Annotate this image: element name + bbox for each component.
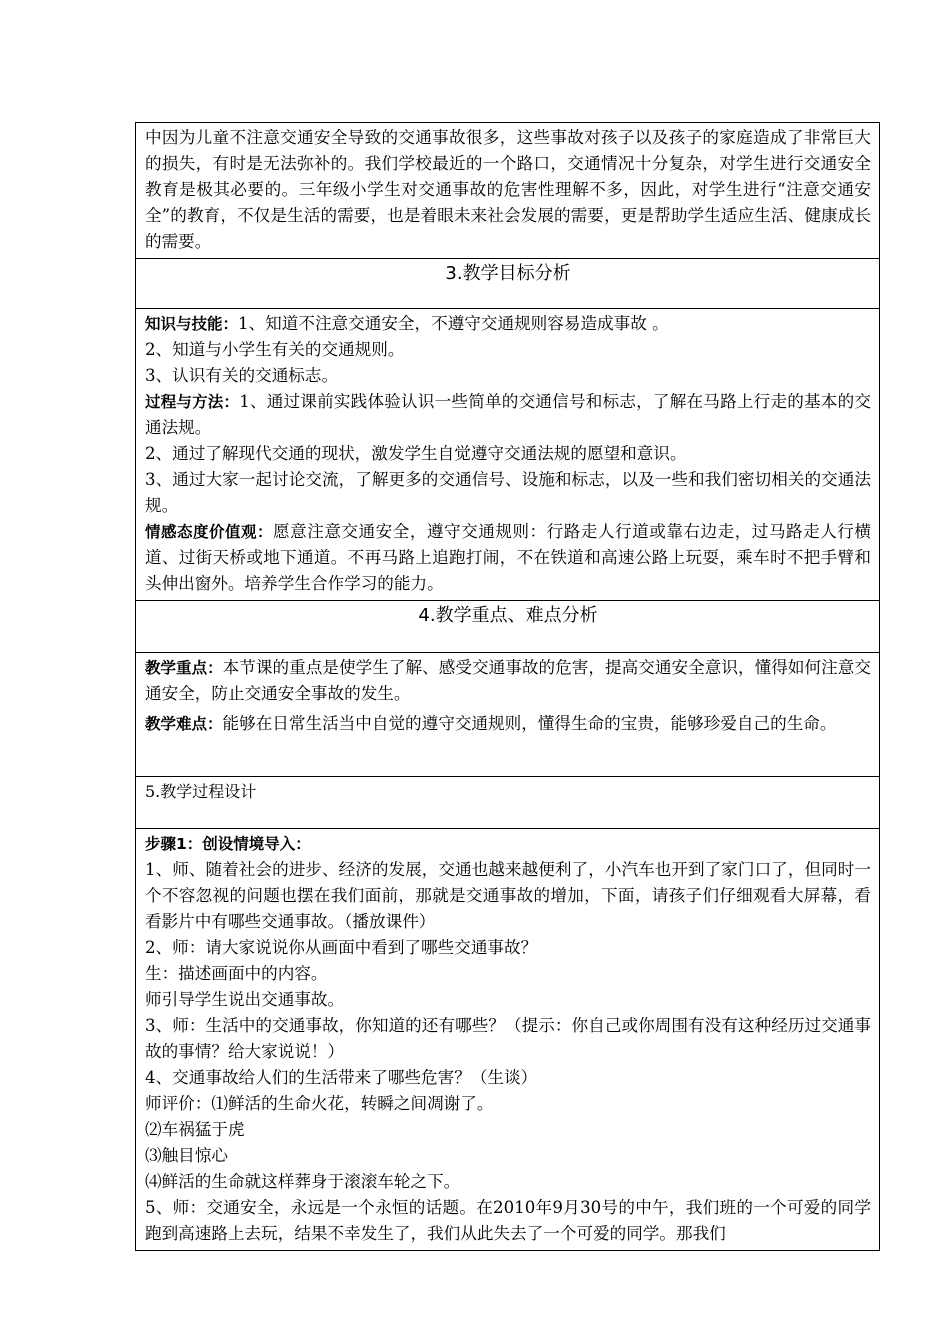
process-paragraph-11: 5、师：交通安全，永远是一个永恒的话题。在2010年9月30号的中午，我们班的一个可爱的同学跑到高速路上去玩，结果不幸发生了，我们从此失去了一个可爱的同学。那我们 bbox=[145, 1198, 871, 1243]
step1-heading: 步骤1：创设情境导入： bbox=[145, 835, 311, 853]
attitude-line: 情感态度价值观：愿意注意交通安全，遵守交通规则：行路走人行道或靠右边走，过马路走人行横道、过街天桥或地下通道。不再马路上追跑打闹，不在铁道和高速公路上玩耍，乘车时不把手臂和头伸出窗外。培养学生合作学习的能力。 bbox=[145, 522, 871, 593]
section5-title-row bbox=[136, 777, 880, 829]
knowledge-line-2: 2、知道与小学生有关的交通规则。 bbox=[145, 340, 405, 359]
process-label: 过程与方法： bbox=[145, 393, 240, 411]
lesson-plan-table bbox=[135, 122, 880, 1251]
process-paragraph-10: ⑷鲜活的生命就这样葬身于滚滚车轮之下。 bbox=[145, 1172, 461, 1191]
section5-body bbox=[136, 829, 880, 1251]
process-line-1: 过程与方法：1、通过课前实践体验认识一些简单的交通信号和标志，了解在马路上行走的基本的交通法规。 bbox=[145, 392, 871, 437]
knowledge-label: 知识与技能： bbox=[145, 315, 239, 333]
section3-body bbox=[136, 309, 880, 601]
section4-title-row bbox=[136, 601, 880, 653]
process-line-2: 2、通过了解现代交通的现状，激发学生自觉遵守交通法规的愿望和意识。 bbox=[145, 444, 687, 463]
process-paragraph-3: 生：描述画面中的内容。 bbox=[145, 964, 328, 983]
process-paragraph-2: 2、师：请大家说说你从画面中看到了哪些交通事故？ bbox=[145, 938, 538, 957]
difficult-point-label: 教学难点： bbox=[145, 715, 223, 733]
section5-title: 5.教学过程设计 bbox=[136, 777, 880, 829]
process-paragraph-6: 4、交通事故给人们的生活带来了哪些危害？（生谈） bbox=[145, 1068, 538, 1087]
difficult-point-line: 教学难点：能够在日常生活当中自觉的遵守交通规则，懂得生命的宝贵，能够珍爱自己的生命。 bbox=[145, 714, 837, 733]
section3-body-row bbox=[136, 309, 880, 601]
section4-body-row bbox=[136, 653, 880, 777]
attitude-label: 情感态度价值观： bbox=[145, 523, 274, 541]
section4-title: 4.教学重点、难点分析 bbox=[136, 601, 880, 653]
process-paragraph-1: 1、师、随着社会的进步、经济的发展，交通也越来越便利了，小汽车也开到了家门口了，但同时一个不容忽视的问题也摆在我们面前，那就是交通事故的增加，下面，请孩子们仔细观看大屏幕，看看影片中有哪些交通事故。（播放课件） bbox=[145, 860, 871, 931]
process-paragraph-7: 师评价：⑴鲜活的生命火花，转瞬之间凋谢了。 bbox=[145, 1094, 494, 1113]
section5-body-row bbox=[136, 829, 880, 1251]
process-paragraph-4: 师引导学生说出交通事故。 bbox=[145, 990, 345, 1009]
section3-title: 3.教学目标分析 bbox=[136, 259, 880, 309]
intro-paragraph: 中因为儿童不注意交通安全导致的交通事故很多，这些事故对孩子以及孩子的家庭造成了非常巨大的损失，有时是无法弥补的。我们学校最近的一个路口，交通情况十分复杂，对学生进行交通安全教育是极其必要的。三年级小学生对交通事故的危害性理解不多，因此，对学生进行“注意交通安全”的教育，不仅是生活的需要，也是着眼未来社会发展的需要，更是帮助学生适应生活、健康成长的需要。 bbox=[145, 128, 871, 251]
intro-row bbox=[136, 123, 880, 259]
section3-title-row bbox=[136, 259, 880, 309]
knowledge-line-1: 知识与技能：1、知道不注意交通安全，不遵守交通规则容易造成事故 。 bbox=[145, 314, 669, 333]
intro-cell bbox=[136, 123, 880, 259]
key-point-label: 教学重点： bbox=[145, 659, 223, 677]
section4-body bbox=[136, 653, 880, 777]
process-paragraph-5: 3、师：生活中的交通事故，你知道的还有哪些？（提示：你自己或你周围有没有这种经历过交通事故的事情？给大家说说！） bbox=[145, 1016, 871, 1061]
knowledge-line-3: 3、认识有关的交通标志。 bbox=[145, 366, 339, 385]
key-point-line: 教学重点：本节课的重点是使学生了解、感受交通事故的危害，提高交通安全意识，懂得如何注意交通安全，防止交通安全事故的发生。 bbox=[145, 658, 871, 703]
process-line-3: 3、通过大家一起讨论交流，了解更多的交通信号、设施和标志，以及一些和我们密切相关的交通法规。 bbox=[145, 470, 871, 515]
process-paragraph-9: ⑶触目惊心 bbox=[145, 1146, 228, 1165]
process-paragraph-8: ⑵车祸猛于虎 bbox=[145, 1120, 245, 1139]
